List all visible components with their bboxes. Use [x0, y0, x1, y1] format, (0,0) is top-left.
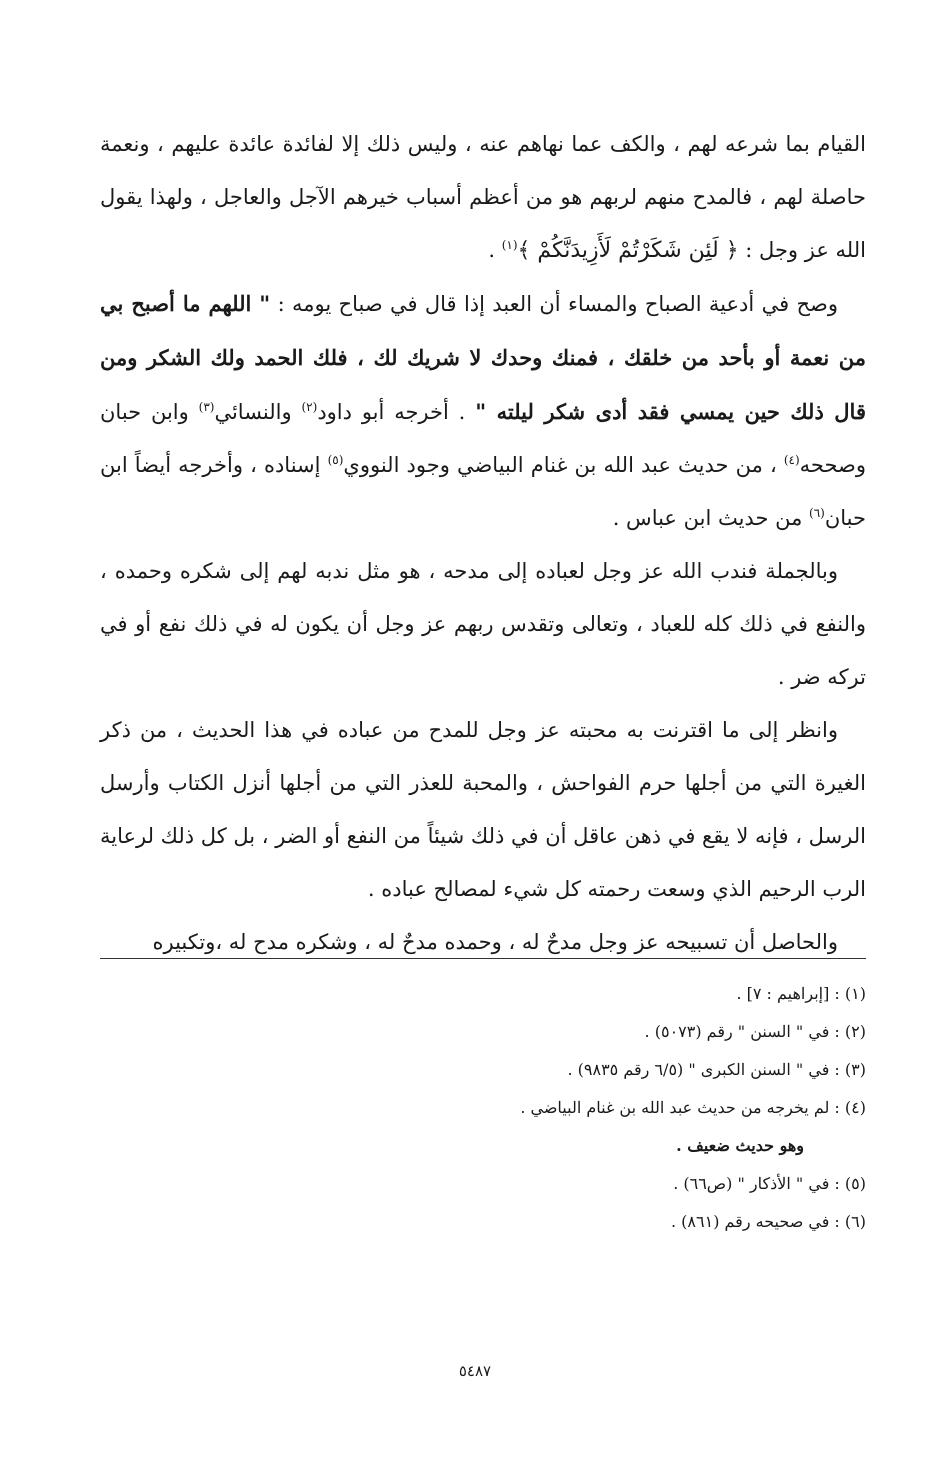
paragraph-2-d: ، من حديث عبد الله بن غنام البياضي وجود النووي — [343, 453, 784, 477]
footnote-4: (٤) : لم يخرجه من حديث عبد الله بن غنام البياضي . — [520, 1098, 866, 1117]
paragraph-5: والحاصل أن تسبيحه عز وجل مدحٌ له ، وحمده مدحٌ له ، وشكره مدح له ،وتكبيره — [152, 930, 838, 954]
page-number: ٥٤٨٧ — [458, 1362, 492, 1380]
paragraph-2-c: وابن حبان وصححه — [100, 400, 867, 477]
footnote-ref-3: (٣) — [198, 400, 215, 414]
footnote-ref-5: (٥) — [327, 453, 344, 467]
quran-verse: ﴿ لَئِن شَكَرْتُمْ لَأَزِيدَنَّكُمْ ﴾ — [517, 238, 739, 263]
footnote-6: (٦) : في صحيحه رقم (٨٦١) . — [670, 1212, 866, 1231]
main-text — [100, 118, 866, 969]
footnote-ref-1: (١) — [501, 238, 518, 252]
paragraph-1-end: . — [488, 238, 502, 262]
footnote-ref-4: (٤) — [783, 453, 800, 467]
paragraph-3: وبالجملة فندب الله عز وجل لعباده إلى مدحه ، هو مثل ندبه لهم إلى شكره وحمده ، والنفع في ذلك كله للعباد ، وتعالى وتقدس ربهم عز وجل أن يكون له في ذلك نفع أو في تركه ضر . — [100, 559, 866, 689]
footnotes — [100, 975, 866, 1241]
dua-quote: " اللهم ما أصبح بي من نعمة أو بأحد من خلقك ، فمنك وحدك لا شريك لك ، فلك الحمد ولك الشكر ومن قال ذلك حين يمسي فقد أدى شكر ليلته " — [100, 291, 866, 424]
paragraph-2-intro: وصح في أدعية الصباح والمساء أن العبد إذا قال في صباح يومه : — [270, 292, 838, 316]
paragraph-4: وانظر إلى ما اقترنت به محبته عز وجل للمدح من عباده في هذا الحديث ، من ذكر الغيرة التي من أجلها حرم الفواحش ، والمحبة للعذر التي من أجلها أنزل الكتاب وأرسل الرسل ، فإنه لا يقع في ذهن عاقل أن في ذلك شيئاً من النفع أو الضر ، بل كل ذلك لرعاية الرب الرحيم الذي وسعت رحمته كل شيء لمصالح عباده . — [99, 718, 866, 901]
paragraph-1 — [100, 118, 866, 277]
footnote-3: (٣) : في " السنن الكبرى " (٦/٥ رقم ٩٨٣٥) . — [567, 1060, 866, 1079]
paragraph-2-b: والنسائي — [214, 400, 302, 424]
paragraph-2-a: . أخرجه أبو داود — [317, 400, 476, 424]
footnote-5: (٥) : في " الأذكار " (ص٦٦) . — [673, 1174, 866, 1193]
footnote-ref-2: (٢) — [301, 400, 318, 414]
paragraph-2-f: من حديث ابن عباس . — [612, 506, 810, 530]
footnote-4-note: وهو حديث ضعيف . — [676, 1136, 804, 1155]
paragraph-1-text: القيام بما شرعه لهم ، والكف عما نهاهم عنه ، وليس ذلك إلا لفائدة عائدة عليهم ، ونعمة حاصلة لهم ، فالمدح منهم لربهم هو من أعظم أسباب خيرهم الآجل والعاجل ، ولهذا يقول الله عز وجل : — [100, 132, 866, 262]
footnote-2: (٢) : في " السنن " رقم (٥٠٧٣) . — [644, 1022, 866, 1041]
paragraph-2 — [100, 277, 866, 545]
footnote-divider — [100, 958, 866, 959]
paragraph-2-e: إسناده ، وأخرجه أيضاً ابن حبان — [100, 453, 866, 530]
footnote-ref-6: (٦) — [809, 506, 825, 520]
footnote-1: (١) : [إبراهيم : ٧] . — [736, 984, 866, 1003]
